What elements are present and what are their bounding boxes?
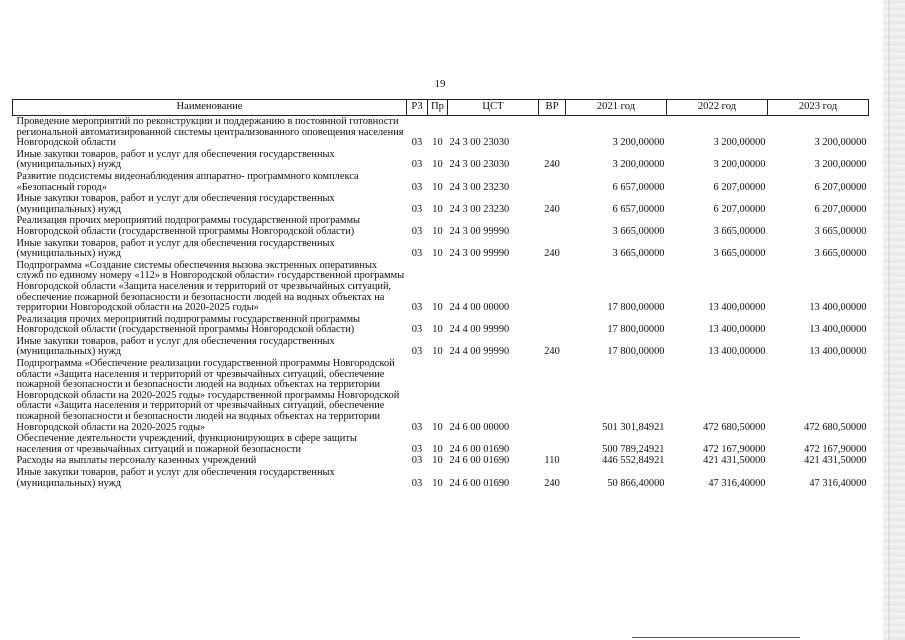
vr-cell bbox=[539, 171, 566, 193]
name-cell: Реализация прочих мероприятий подпрограммы государственной программы Новгородской области (государственной программы Новгородской области) bbox=[16, 215, 361, 237]
cst-cell: 24 3 00 99990 bbox=[449, 248, 510, 260]
vr-cell bbox=[539, 314, 566, 336]
value-2023: 472 167,90000 bbox=[804, 443, 867, 455]
vr-cell bbox=[539, 215, 566, 237]
value-2021: 501 301,84921 bbox=[602, 421, 665, 433]
vr-cell bbox=[539, 116, 566, 149]
rz-cell: 03 bbox=[411, 421, 423, 433]
value-2021: 50 866,40000 bbox=[607, 477, 665, 489]
cst-cell: 24 6 00 00000 bbox=[449, 421, 510, 433]
value-2023: 3 665,00000 bbox=[814, 225, 867, 237]
value-2021: 446 552,84921 bbox=[602, 455, 665, 467]
name-cell: Иные закупки товаров, работ и услуг для обеспечения государственных (муниципальных) нужд bbox=[16, 193, 335, 215]
pr-cell: 10 bbox=[432, 324, 443, 336]
rz-cell: 03 bbox=[411, 225, 423, 237]
budget-table bbox=[12, 99, 869, 489]
name-cell: Иные закупки товаров, работ и услуг для обеспечения государственных (муниципальных) нужд bbox=[16, 467, 335, 489]
header-2023: 2023 год bbox=[768, 100, 869, 116]
value-2022: 13 400,00000 bbox=[708, 324, 766, 336]
pr-cell: 10 bbox=[432, 225, 443, 237]
value-2022: 3 200,00000 bbox=[713, 159, 766, 171]
value-2023: 3 200,00000 bbox=[814, 137, 867, 149]
name-cell: Подпрограмма «Обеспечение реализации государственной программы Новгородской области «Защита населения и территорий от чрезвычайных ситуаций, обеспечение пожарной безопасности и безопасности людей на водных объектах на территории Новгородской области на 2020-2025 годы» государственной программы Новгородской области «Защита населения и территорий от чрезвычайных ситуаций, обеспечение пожарной безопасности и безопасности людей на водных объектах на территории Новгородской области на 2020-2025 годы» bbox=[16, 358, 400, 433]
table-row bbox=[13, 116, 869, 149]
name-cell: Проведение мероприятий по реконструкции и поддержанию в постоянной готовности региональной автоматизированной системы централизованного оповещения населения Новгородской области bbox=[16, 116, 404, 149]
table-row bbox=[13, 149, 869, 171]
cst-cell: 24 3 00 23230 bbox=[449, 181, 510, 193]
scan-edge-line bbox=[887, 0, 891, 640]
vr-cell bbox=[539, 358, 566, 433]
header-cst: ЦСТ bbox=[448, 100, 539, 116]
value-2022: 13 400,00000 bbox=[708, 302, 766, 314]
value-2023: 6 207,00000 bbox=[814, 203, 867, 215]
value-2021: 3 200,00000 bbox=[612, 137, 665, 149]
table-row bbox=[13, 467, 869, 489]
table-row bbox=[13, 238, 869, 260]
vr-cell bbox=[539, 260, 566, 314]
table-row bbox=[13, 336, 869, 358]
header-2022: 2022 год bbox=[667, 100, 768, 116]
value-2022: 472 680,50000 bbox=[703, 421, 766, 433]
value-2022: 3 665,00000 bbox=[713, 248, 766, 260]
value-2023: 47 316,40000 bbox=[809, 477, 867, 489]
value-2023: 3 665,00000 bbox=[814, 248, 867, 260]
vr-cell: 240 bbox=[544, 159, 560, 171]
cst-cell: 24 4 00 00000 bbox=[449, 302, 510, 314]
value-2022: 6 207,00000 bbox=[713, 203, 766, 215]
value-2022: 13 400,00000 bbox=[708, 346, 766, 358]
pr-cell: 10 bbox=[432, 137, 443, 149]
pr-cell: 10 bbox=[432, 203, 443, 215]
pr-cell: 10 bbox=[432, 302, 443, 314]
vr-cell: 240 bbox=[544, 203, 560, 215]
value-2023: 421 431,50000 bbox=[804, 455, 867, 467]
header-name: Наименование bbox=[13, 100, 407, 116]
value-2023: 13 400,00000 bbox=[809, 324, 867, 336]
value-2021: 500 789,24921 bbox=[602, 443, 665, 455]
value-2021: 17 800,00000 bbox=[607, 324, 665, 336]
rz-cell: 03 bbox=[411, 443, 423, 455]
rz-cell: 03 bbox=[411, 248, 423, 260]
pr-cell: 10 bbox=[432, 443, 443, 455]
name-cell: Иные закупки товаров, работ и услуг для обеспечения государственных (муниципальных) нужд bbox=[16, 237, 335, 260]
cst-cell: 24 3 00 23030 bbox=[449, 137, 510, 149]
value-2023: 13 400,00000 bbox=[809, 302, 867, 314]
footer-rule bbox=[632, 637, 800, 638]
value-2022: 47 316,40000 bbox=[708, 477, 766, 489]
rz-cell: 03 bbox=[411, 181, 423, 193]
cst-cell: 24 3 00 99990 bbox=[449, 225, 510, 237]
rz-cell: 03 bbox=[411, 203, 423, 215]
table-row bbox=[13, 314, 869, 336]
value-2022: 3 665,00000 bbox=[713, 225, 766, 237]
header-2021: 2021 год bbox=[566, 100, 667, 116]
value-2023: 6 207,00000 bbox=[814, 181, 867, 193]
vr-cell bbox=[539, 433, 566, 455]
name-cell: Расходы на выплаты персоналу казенных учреждений bbox=[16, 455, 257, 467]
cst-cell: 24 3 00 23030 bbox=[449, 159, 510, 171]
rz-cell: 03 bbox=[411, 455, 423, 467]
header-pr: Пр bbox=[428, 100, 448, 116]
cst-cell: 24 3 00 23230 bbox=[449, 203, 510, 215]
name-cell: Иные закупки товаров, работ и услуг для обеспечения государственных (муниципальных) нужд bbox=[16, 148, 335, 171]
rz-cell: 03 bbox=[411, 324, 423, 336]
name-cell: Реализация прочих мероприятий подпрограммы государственной программы Новгородской области (государственной программы Новгородской области) bbox=[16, 313, 361, 336]
value-2021: 3 200,00000 bbox=[612, 159, 665, 171]
value-2022: 472 167,90000 bbox=[703, 443, 766, 455]
header-vr: ВР bbox=[539, 100, 566, 116]
vr-cell: 110 bbox=[544, 455, 560, 467]
page-number: 19 bbox=[434, 78, 446, 90]
value-2023: 3 200,00000 bbox=[814, 159, 867, 171]
vr-cell: 240 bbox=[544, 346, 560, 358]
value-2022: 421 431,50000 bbox=[703, 455, 766, 467]
table-row bbox=[13, 171, 869, 193]
name-cell: Подпрограмма «Создание системы обеспечения вызова экстренных оперативных служб по единому номеру «112» в Новгородской области» государственной программы Новгородской области «Защита населения и территорий от чрезвычайных ситуаций, обеспечение пожарной безопасности и безопасности людей на водных объектах на территории Новгородской области на 2020-2025 годы» bbox=[16, 259, 405, 314]
name-cell: Обеспечение деятельности учреждений, функционирующих в сфере защиты населения от чрезвычайных ситуаций и пожарной безопасности bbox=[16, 433, 357, 455]
rz-cell: 03 bbox=[411, 346, 423, 358]
table-row bbox=[13, 433, 869, 455]
rz-cell: 03 bbox=[411, 302, 423, 314]
pr-cell: 10 bbox=[432, 248, 443, 260]
pr-cell: 10 bbox=[432, 159, 443, 171]
rz-cell: 03 bbox=[411, 159, 423, 171]
cst-cell: 24 6 00 01690 bbox=[449, 443, 510, 455]
pr-cell: 10 bbox=[432, 477, 443, 489]
cst-cell: 24 6 00 01690 bbox=[449, 455, 510, 467]
table-row bbox=[13, 358, 869, 433]
name-cell: Иные закупки товаров, работ и услуг для обеспечения государственных (муниципальных) нужд bbox=[16, 335, 335, 358]
table-row bbox=[13, 455, 869, 467]
value-2021: 6 657,00000 bbox=[612, 181, 665, 193]
table-row bbox=[13, 193, 869, 215]
cst-cell: 24 6 00 01690 bbox=[449, 477, 510, 489]
name-cell: Развитие подсистемы видеонаблюдения аппаратно- программного комплекса «Безопасный город» bbox=[16, 170, 359, 193]
table-row bbox=[13, 215, 869, 237]
cst-cell: 24 4 00 99990 bbox=[449, 346, 510, 358]
table-body bbox=[13, 116, 869, 490]
table-row bbox=[13, 260, 869, 314]
pr-cell: 10 bbox=[432, 181, 443, 193]
pr-cell: 10 bbox=[432, 455, 443, 467]
pr-cell: 10 bbox=[432, 346, 443, 358]
value-2021: 3 665,00000 bbox=[612, 248, 665, 260]
value-2022: 3 200,00000 bbox=[713, 137, 766, 149]
pr-cell: 10 bbox=[432, 421, 443, 433]
value-2021: 17 800,00000 bbox=[607, 346, 665, 358]
vr-cell: 240 bbox=[544, 477, 560, 489]
table-header-row bbox=[13, 100, 869, 116]
value-2023: 472 680,50000 bbox=[804, 421, 867, 433]
header-rz: РЗ bbox=[407, 100, 428, 116]
value-2022: 6 207,00000 bbox=[713, 181, 766, 193]
vr-cell: 240 bbox=[544, 248, 560, 260]
cst-cell: 24 4 00 99990 bbox=[449, 324, 510, 336]
value-2021: 17 800,00000 bbox=[607, 302, 665, 314]
value-2023: 13 400,00000 bbox=[809, 346, 867, 358]
rz-cell: 03 bbox=[411, 137, 423, 149]
value-2021: 3 665,00000 bbox=[612, 225, 665, 237]
rz-cell: 03 bbox=[411, 477, 423, 489]
value-2021: 6 657,00000 bbox=[612, 203, 665, 215]
